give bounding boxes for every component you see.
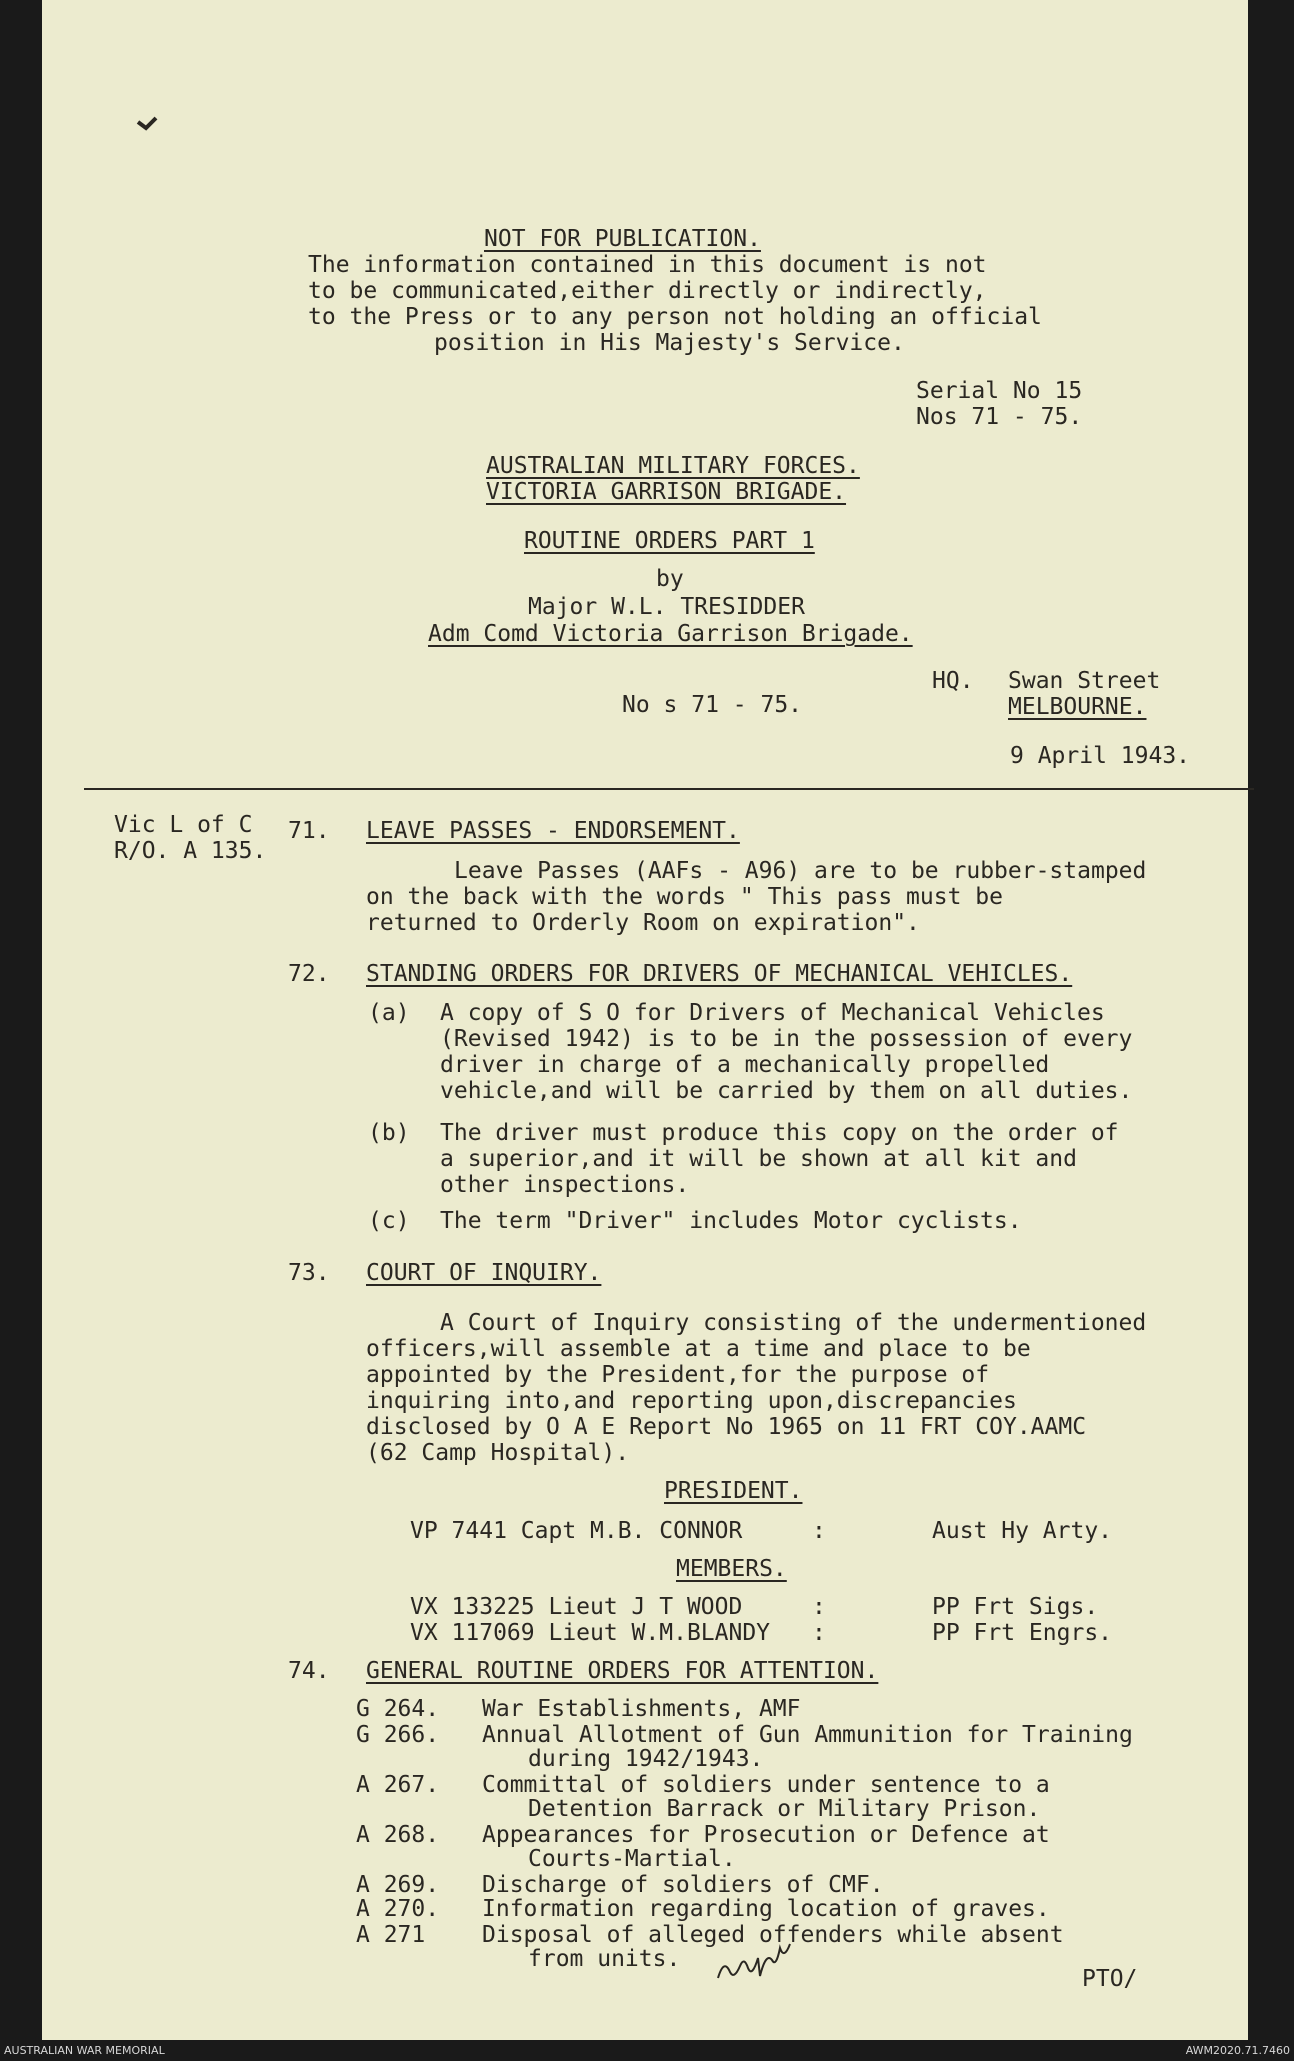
orders-title: ROUTINE ORDERS PART 1 bbox=[524, 528, 815, 554]
order-code: G 264. bbox=[356, 1696, 440, 1722]
member-name: VX 133225 Lieut J T WOOD bbox=[410, 1594, 743, 1620]
document-page bbox=[42, 0, 1248, 2040]
section-73-line: officers,will assemble at a time and place to be bbox=[366, 1336, 1031, 1362]
section-73-line: (62 Camp Hospital). bbox=[366, 1440, 630, 1466]
order-numbers: No s 71 - 75. bbox=[622, 692, 803, 718]
order-code: A 269. bbox=[356, 1872, 440, 1898]
org-line-2: VICTORIA GARRISON BRIGADE. bbox=[486, 479, 847, 505]
item-line: driver in charge of a mechanically propelled bbox=[440, 1052, 1050, 1078]
ink-mark bbox=[136, 114, 160, 134]
order-code: A 268. bbox=[356, 1822, 440, 1848]
order-text: Appearances for Prosecution or Defence at bbox=[482, 1822, 1050, 1848]
footer-left: AUSTRALIAN WAR MEMORIAL bbox=[4, 2044, 165, 2057]
notice-line-4: position in His Majesty's Service. bbox=[434, 330, 905, 356]
item-label: (c) bbox=[368, 1208, 410, 1234]
section-73-number: 73. bbox=[288, 1260, 330, 1286]
president-unit: Aust Hy Arty. bbox=[932, 1518, 1113, 1544]
section-72-number: 72. bbox=[288, 961, 330, 987]
president-name: VP 7441 Capt M.B. CONNOR bbox=[410, 1518, 743, 1544]
order-text: Information regarding location of graves. bbox=[482, 1896, 1050, 1922]
officer-role: Adm Comd Victoria Garrison Brigade. bbox=[428, 621, 913, 647]
order-text: Detention Barrack or Military Prison. bbox=[528, 1796, 1041, 1822]
order-date: 9 April 1943. bbox=[1010, 743, 1191, 769]
item-line: A copy of S O for Drivers of Mechanical Vehicles bbox=[440, 1000, 1105, 1026]
section-71-line: Leave Passes (AAFs - A96) are to be rubber-stamped bbox=[454, 858, 1147, 884]
section-74-title: GENERAL ROUTINE ORDERS FOR ATTENTION. bbox=[366, 1658, 879, 1684]
member-unit: PP Frt Sigs. bbox=[932, 1594, 1099, 1620]
not-for-publication-heading: NOT FOR PUBLICATION. bbox=[484, 226, 761, 252]
footer-right: AWM2020.71.7460 bbox=[1185, 2044, 1290, 2057]
order-text: Committal of soldiers under sentence to a bbox=[482, 1772, 1050, 1798]
notice-line-1: The information contained in this document is not bbox=[308, 252, 987, 278]
item-line: other inspections. bbox=[440, 1172, 690, 1198]
order-code: A 267. bbox=[356, 1772, 440, 1798]
serial-range: Nos 71 - 75. bbox=[916, 404, 1083, 430]
member-name: VX 117069 Lieut W.M.BLANDY bbox=[410, 1620, 771, 1646]
margin-ref-line-2: R/O. A 135. bbox=[114, 838, 267, 864]
section-divider bbox=[84, 788, 1254, 790]
item-line: (Revised 1942) is to be in the possession of every bbox=[440, 1026, 1133, 1052]
order-text: during 1942/1943. bbox=[528, 1746, 764, 1772]
section-73-title: COURT OF INQUIRY. bbox=[366, 1260, 602, 1286]
item-label: (b) bbox=[368, 1120, 410, 1146]
member-unit: PP Frt Engrs. bbox=[932, 1620, 1113, 1646]
order-text: Annual Allotment of Gun Ammunition for Training bbox=[482, 1722, 1133, 1748]
address-city: MELBOURNE. bbox=[1008, 694, 1147, 720]
notice-line-2: to be communicated,either directly or indirectly, bbox=[308, 278, 987, 304]
order-code: G 266. bbox=[356, 1722, 440, 1748]
address-street: Swan Street bbox=[1008, 668, 1161, 694]
order-code: A 270. bbox=[356, 1896, 440, 1922]
org-line-1: AUSTRALIAN MILITARY FORCES. bbox=[486, 453, 860, 479]
section-73-line: disclosed by O A E Report No 1965 on 11 FRT COY.AAMC bbox=[366, 1414, 1087, 1440]
item-line: vehicle,and will be carried by them on all duties. bbox=[440, 1078, 1133, 1104]
member-separator: : bbox=[812, 1620, 826, 1646]
hq-label: HQ. bbox=[932, 668, 974, 694]
president-heading: PRESIDENT. bbox=[664, 1478, 803, 1504]
section-74-number: 74. bbox=[288, 1658, 330, 1684]
by-line: by bbox=[656, 566, 684, 592]
section-72-title: STANDING ORDERS FOR DRIVERS OF MECHANICAL VEHICLES. bbox=[366, 961, 1073, 987]
section-71-title: LEAVE PASSES - ENDORSEMENT. bbox=[366, 818, 740, 844]
section-71-number: 71. bbox=[288, 818, 330, 844]
order-text: War Establishments, AMF bbox=[482, 1696, 801, 1722]
order-text: Discharge of soldiers of CMF. bbox=[482, 1872, 884, 1898]
section-73-line: appointed by the President,for the purpose of bbox=[366, 1362, 990, 1388]
order-text: Courts-Martial. bbox=[528, 1846, 736, 1872]
margin-ref-line-1: Vic L of C bbox=[114, 812, 253, 838]
officer-name: Major W.L. TRESIDDER bbox=[528, 594, 805, 620]
section-73-line: A Court of Inquiry consisting of the undermentioned bbox=[440, 1310, 1147, 1336]
member-separator: : bbox=[812, 1594, 826, 1620]
serial-number: Serial No 15 bbox=[916, 378, 1083, 404]
section-71-line: returned to Orderly Room on expiration". bbox=[366, 910, 920, 936]
president-separator: : bbox=[812, 1518, 826, 1544]
notice-line-3: to the Press or to any person not holding an official bbox=[308, 304, 1042, 330]
order-text: Disposal of alleged offenders while absent bbox=[482, 1922, 1064, 1948]
section-73-line: inquiring into,and reporting upon,discrepancies bbox=[366, 1388, 1017, 1414]
item-line: The term "Driver" includes Motor cyclists. bbox=[440, 1208, 1022, 1234]
item-line: a superior,and it will be shown at all kit and bbox=[440, 1146, 1077, 1172]
item-label: (a) bbox=[368, 1000, 410, 1026]
order-text: from units. bbox=[528, 1946, 681, 1972]
handwritten-initials bbox=[714, 1938, 794, 1984]
pto-note: PTO/ bbox=[1082, 1966, 1138, 1992]
item-line: The driver must produce this copy on the order of bbox=[440, 1120, 1119, 1146]
members-heading: MEMBERS. bbox=[676, 1556, 787, 1582]
section-71-line: on the back with the words " This pass must be bbox=[366, 884, 1003, 910]
order-code: A 271 bbox=[356, 1922, 426, 1948]
